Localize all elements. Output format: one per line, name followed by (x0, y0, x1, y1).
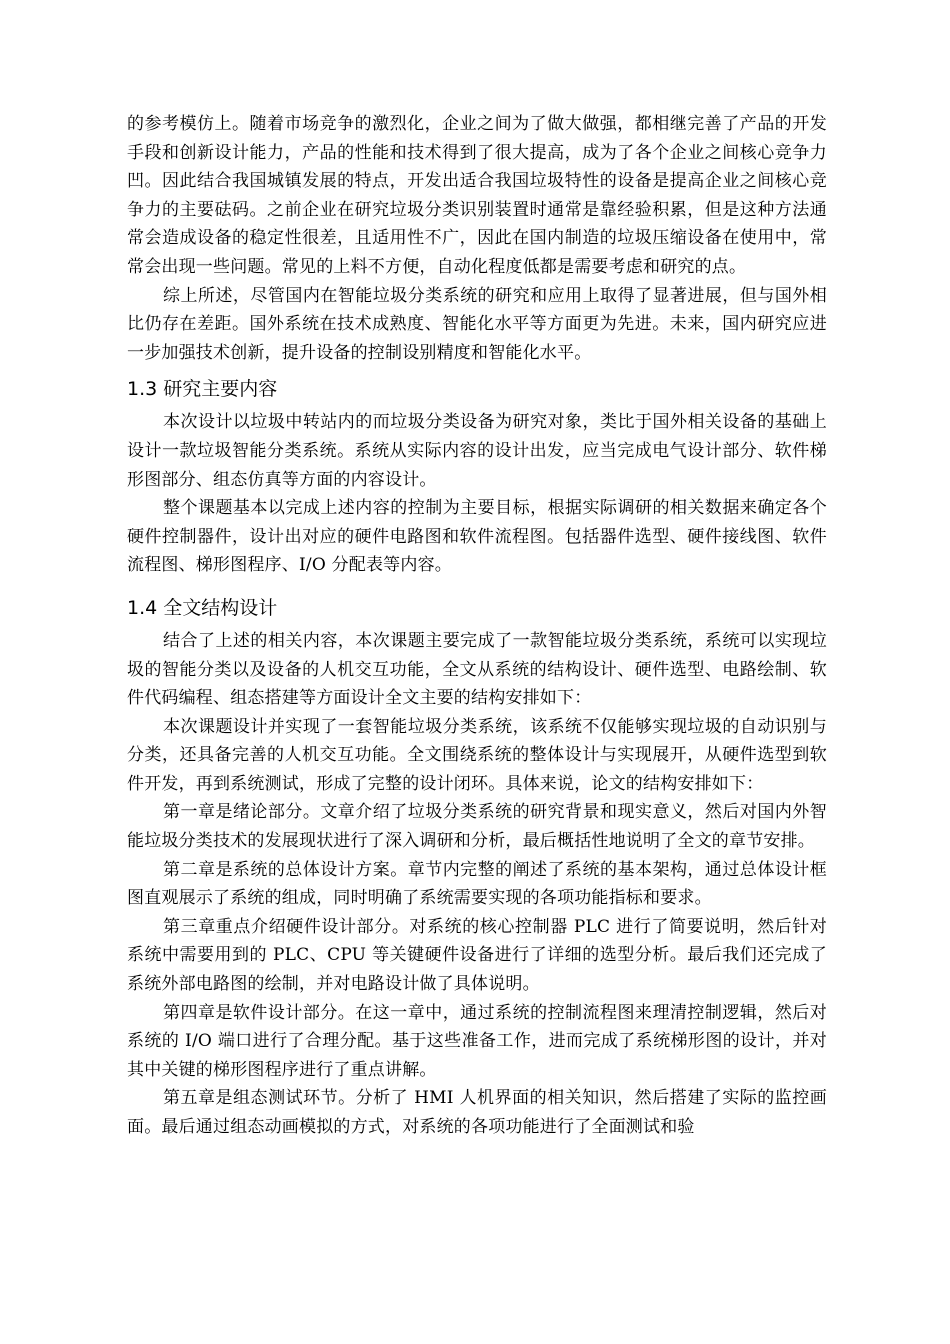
body-paragraph: 综上所述，尽管国内在智能垃圾分类系统的研究和应用上取得了显著进展，但与国外相比仍存在差距。国外系统在技术成熟度、智能化水平等方面更为先进。未来，国内研究应进一步加强技术创新，提升设备的控制设别精度和智能化水平。 (127, 285, 827, 363)
document-page (127, 110, 827, 1142)
body-paragraph: 整个课题基本以完成上述内容的控制为主要目标，根据实际调研的相关数据来确定各个硬件控制器件，设计出对应的硬件电路图和软件流程图。包括器件选型、硬件接线图、软件流程图、梯形图程序、I/O 分配表等内容。 (127, 498, 827, 576)
section-heading-1-3: 1.3 研究主要内容 (127, 378, 278, 401)
body-paragraph: 的参考模仿上。随着市场竞争的激烈化，企业之间为了做大做强，都相继完善了产品的开发手段和创新设计能力，产品的性能和技术得到了很大提高，成为了各个企业之间核心竞争力凹。因此结合我国城镇发展的特点，开发出适合我国垃圾特性的设备是提高企业之间核心竞争力的主要砝码。之前企业在研究垃圾分类识别装置时通常是靠经验积累，但是这种方法通常会造成设备的稳定性很差，且适用性不广，因此在国内制造的垃圾压缩设备在使用中，常常会出现一些问题。常见的上料不方便，自动化程度低都是需要考虑和研究的点。 (127, 114, 827, 277)
body-paragraph: 第五章是组态测试环节。分析了 HMI 人机界面的相关知识，然后搭建了实际的监控画面。最后通过组态动画模拟的方式，对系统的各项功能进行了全面测试和验 (127, 1088, 827, 1137)
body-paragraph: 第一章是绪论部分。文章介绍了垃圾分类系统的研究背景和现实意义，然后对国内外智能垃圾分类技术的发展现状进行了深入调研和分析，最后概括性地说明了全文的章节安排。 (127, 802, 827, 852)
body-paragraph: 结合了上述的相关内容，本次课题主要完成了一款智能垃圾分类系统，系统可以实现垃圾的智能分类以及设备的人机交互功能，全文从系统的结构设计、硬件选型、电路绘制、软件代码编程、组态搭建等方面设计全文主要的结构安排如下： (127, 630, 827, 709)
body-paragraph: 本次课题设计并实现了一套智能垃圾分类系统，该系统不仅能够实现垃圾的自动识别与分类，还具备完善的人机交互功能。全文围绕系统的整体设计与实现展开，从硬件选型到软件开发，再到系统测试，形成了完整的设计闭环。具体来说，论文的结构安排如下： (127, 716, 827, 794)
section-heading-1-4: 1.4 全文结构设计 (127, 596, 278, 619)
body-paragraph: 本次设计以垃圾中转站内的而垃圾分类设备为研究对象，类比于国外相关设备的基础上设计一款垃圾智能分类系统。系统从实际内容的设计出发，应当完成电气设计部分、软件梯形图部分、组态仿真等方面的内容设计。 (127, 412, 827, 490)
body-paragraph: 第四章是软件设计部分。在这一章中，通过系统的控制流程图来理清控制逻辑，然后对系统的 I/O 端口进行了合理分配。基于这些准备工作，进而完成了系统梯形图的设计，并对其中关键的梯形图程序进行了重点讲解。 (127, 1002, 827, 1080)
body-paragraph: 第二章是系统的总体设计方案。章节内完整的阐述了系统的基本架构，通过总体设计框图直观展示了系统的组成，同时明确了系统需要实现的各项功能指标和要求。 (127, 859, 827, 909)
body-paragraph: 第三章重点介绍硬件设计部分。对系统的核心控制器 PLC 进行了简要说明，然后针对系统中需要用到的 PLC、CPU 等关键硬件设备进行了详细的选型分析。最后我们还完成了系统外部电路图的绘制，并对电路设计做了具体说明。 (127, 916, 827, 995)
